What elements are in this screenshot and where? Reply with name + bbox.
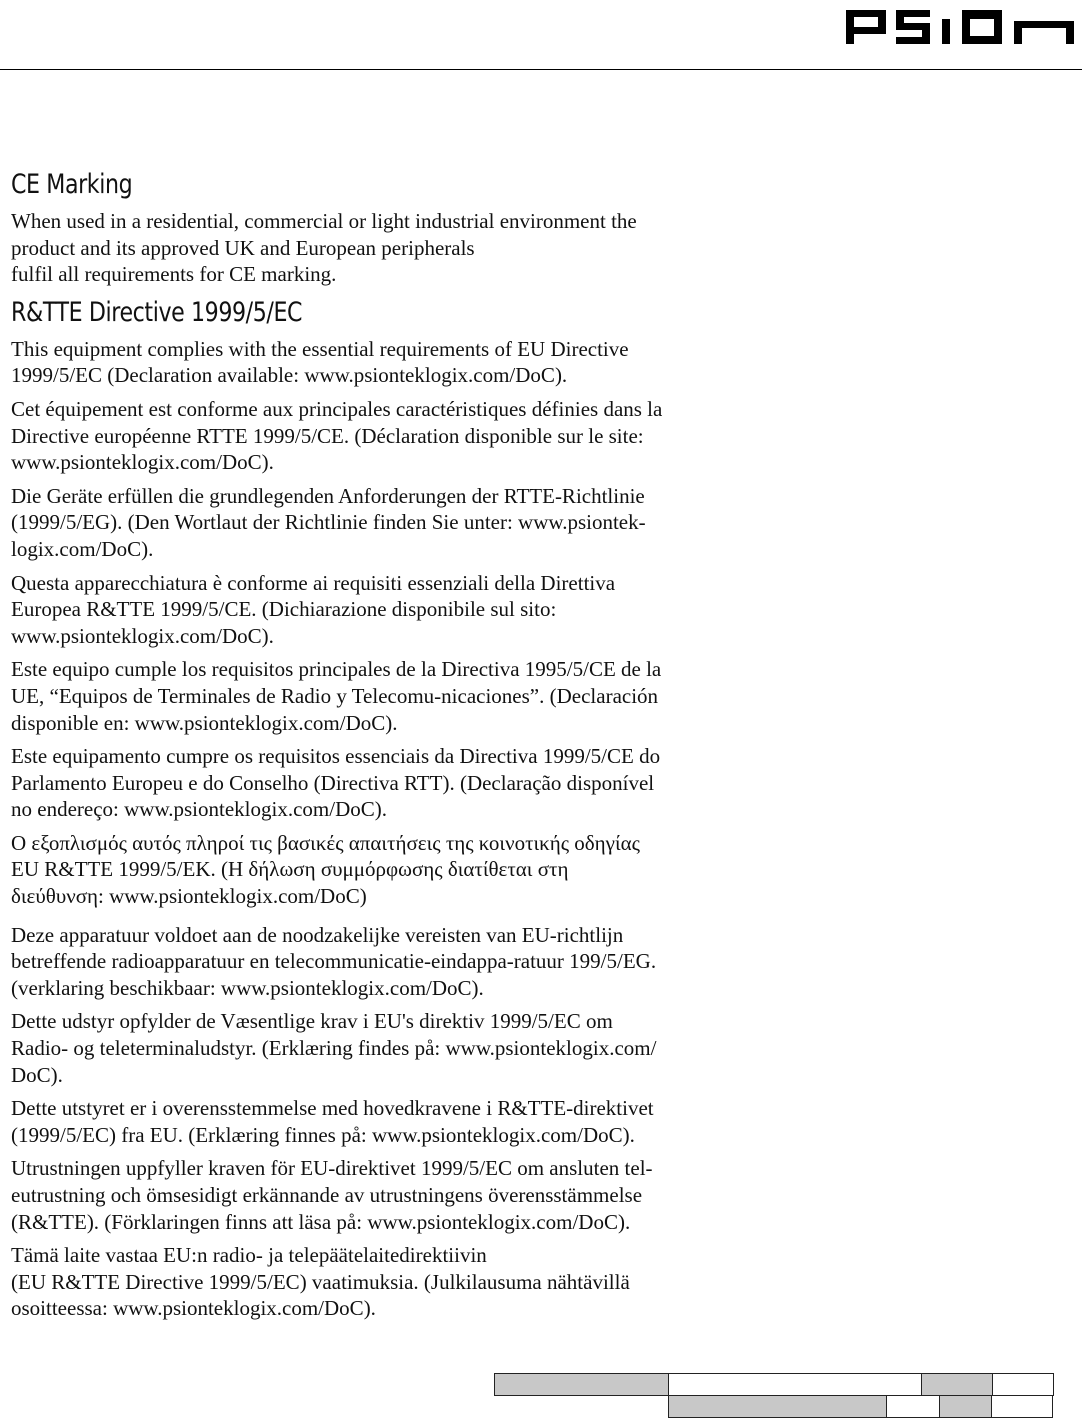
- paragraph-finnish: Tämä laite vastaa EU:n radio- ja telepäätelaitedirektiivin (EU R&TTE Directive 1999/5/EC) vaatimuksia. (Julkilausuma nähtävillä osoitteessa: www.psionteklogix.com/DoC).: [11, 1243, 630, 1321]
- paragraph-greek: Ο εξοπλισμός αυτός πληροί τις βασικές απαιτήσεις της κοινοτικής οδηγίας EU R&TTE 1999/5/EK. (Η δήλωση συμμόρφωσης διατίθεται στη διεύθυνση: www.psionteklogix.com/DoC): [11, 830, 640, 909]
- paragraph-ce-marking: When used in a residential, commercial or light industrial environment the product and its approved UK and European peripherals fulfil all requirements for CE marking.: [11, 209, 637, 287]
- paragraph-english: This equipment complies with the essential requirements of EU Directive 1999/5/EC (Declaration available: www.psionteklogix.com/DoC).: [11, 336, 629, 388]
- footer-cell: [886, 1395, 940, 1418]
- paragraph-swedish: Utrustningen uppfyller kraven för EU-direktivet 1999/5/EC om ansluten tel- eutrustning och ömsesidigt erkännande av utrustningens överensstämmelse (R&TTE). (Förklaringen finns att läsa på: www.psionteklogix.com/DoC).: [11, 1156, 653, 1234]
- footer-cell: [921, 1373, 993, 1396]
- section-heading-ce-marking: CE Marking: [11, 169, 133, 200]
- header-rule: [0, 69, 1082, 70]
- footer-row-1: [494, 1373, 1054, 1396]
- footer-cell: [668, 1395, 887, 1418]
- document-body: [11, 166, 731, 1329]
- psion-logo: [846, 8, 1076, 46]
- paragraph-italian: Questa apparecchiatura è conforme ai requisiti essenziali della Direttiva Europea R&TTE 1999/5/CE. (Dichiarazione disponibile sul sito: www.psionteklogix.com/DoC).: [11, 570, 616, 648]
- footer-cell: [991, 1395, 1053, 1418]
- section-heading-rtte-directive: R&TTE Directive 1999/5/EC: [11, 296, 303, 328]
- footer-table: [494, 1373, 1053, 1421]
- footer-cell: [939, 1395, 992, 1418]
- paragraph-portuguese: Este equipamento cumpre os requisitos essenciais da Directiva 1999/5/CE do Parlamento Europeu e do Conselho (Directiva RTT). (Declaração disponível no endereço: www.psionteklogix.com/DoC).: [11, 744, 661, 822]
- paragraph-german: Die Geräte erfüllen die grundlegenden Anforderungen der RTTE-Richtlinie (1999/5/EG). (Den Wortlaut der Richtlinie finden Sie unter: www.psiontek- logix.com/DoC).: [11, 483, 646, 561]
- footer-cell: [494, 1373, 669, 1396]
- paragraph-danish: Dette udstyr opfylder de Væsentlige krav i EU's direktiv 1999/5/EC om Radio- og teleterminaludstyr. (Erklæring findes på: www.psionteklogix.com/ DoC).: [11, 1009, 657, 1087]
- footer-cell: [992, 1373, 1054, 1396]
- paragraph-norwegian: Dette utstyret er i overensstemmelse med hovedkravene i R&TTE-direktivet (1999/5/EC) fra EU. (Erklæring finnes på: www.psionteklogix.com/DoC).: [11, 1096, 654, 1147]
- paragraph-spanish: Este equipo cumple los requisitos principales de la Directiva 1995/5/CE de la UE, “Equipos de Terminales de Radio y Telecomu-nicaciones”. (Declaración disponible en: www.psionteklogix.com/DoC).: [11, 657, 662, 735]
- footer-row-2: [668, 1395, 1053, 1418]
- paragraph-french: Cet équipement est conforme aux principales caractéristiques définies dans la Directive européenne RTTE 1999/5/CE. (Déclaration disponible sur le site: www.psionteklogix.com/DoC).: [11, 396, 663, 475]
- paragraph-dutch: Deze apparatuur voldoet aan de noodzakelijke vereisten van EU-richtlijn betreffende radioapparatuur en telecommunicatie-eindappa-ratuur 199/5/EG. (verklaring beschikbaar: www.psionteklogix.com/DoC).: [11, 922, 657, 1000]
- footer-cell: [668, 1373, 922, 1396]
